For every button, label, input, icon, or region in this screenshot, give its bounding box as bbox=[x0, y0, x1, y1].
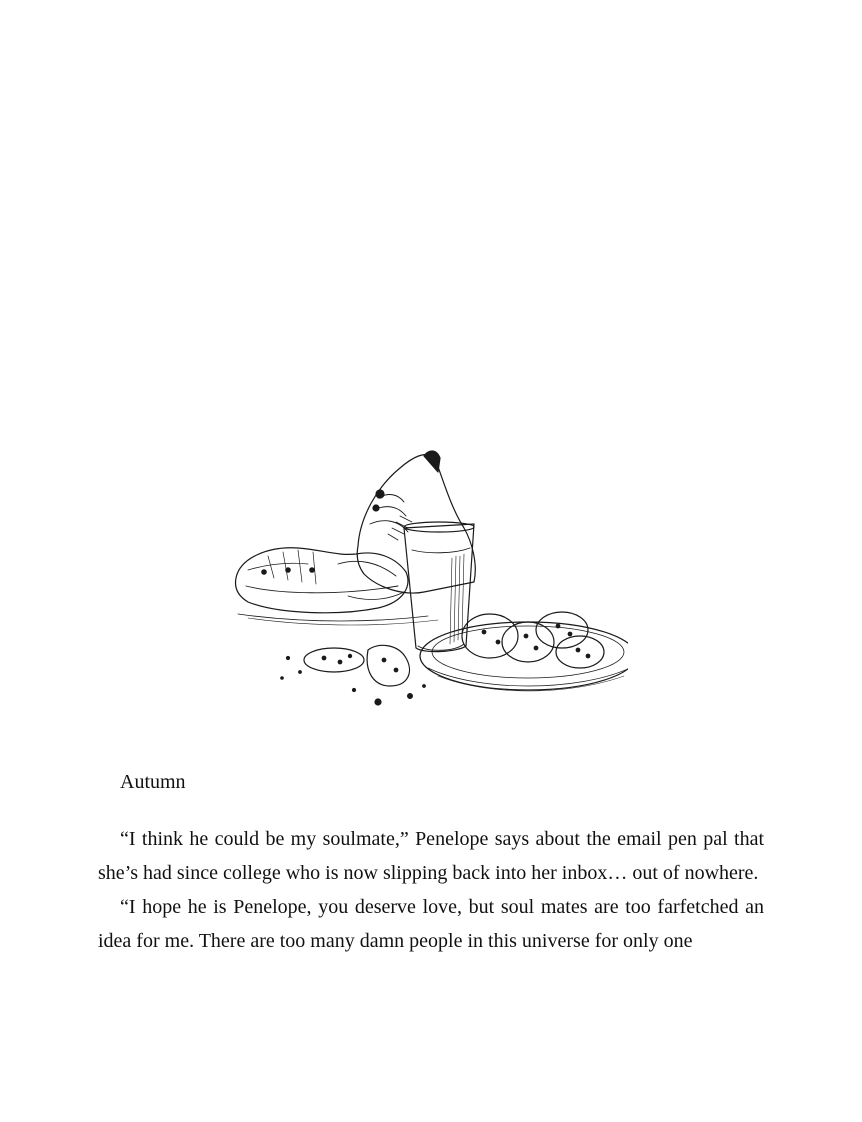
paragraph: “I hope he is Penelope, you deserve love, but soul mates are too farfetched an idea for me. There are too many damn people in this universe for only one bbox=[98, 896, 764, 952]
chapter-heading: Autumn bbox=[120, 771, 186, 793]
paragraph: “I think he could be my soulmate,” Penelope says about the email pen pal that she’s had since college who is now slipping back into her inbox… out of nowhere. bbox=[98, 828, 764, 884]
sneakers-milk-cookies-illustration bbox=[228, 446, 628, 714]
story-text bbox=[98, 822, 764, 958]
